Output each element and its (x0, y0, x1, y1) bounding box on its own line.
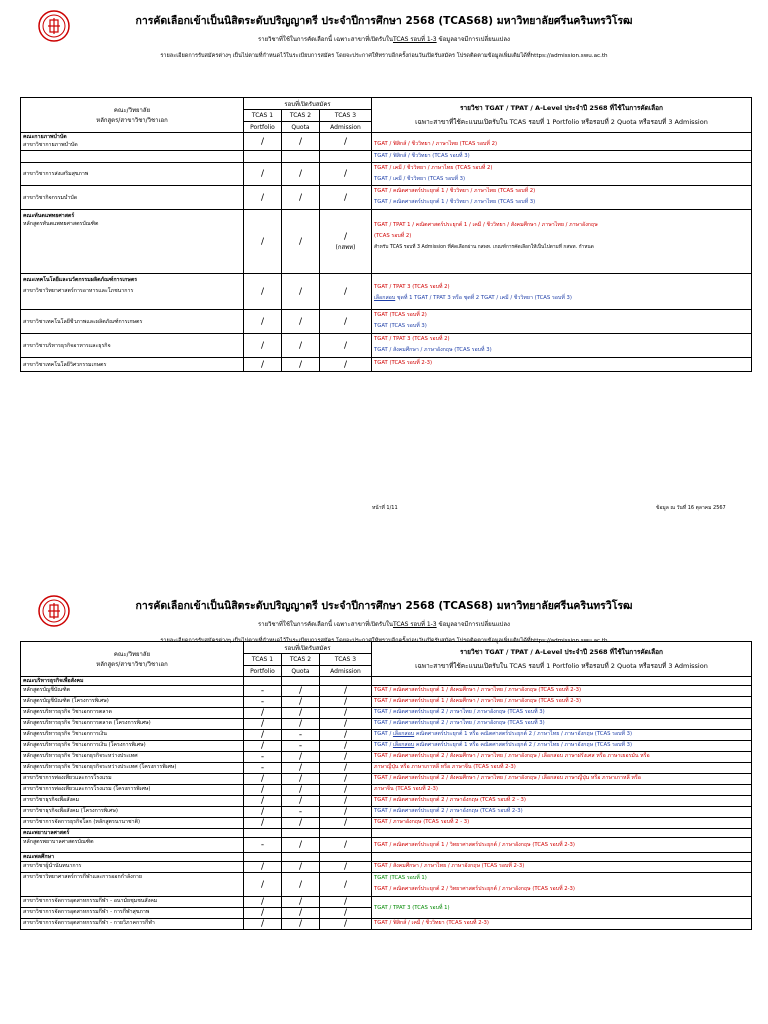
table-row (21, 796, 752, 807)
mark-cell: / (244, 133, 282, 151)
mark-cell: - (244, 686, 282, 697)
table-row (21, 719, 752, 730)
requirement-cell: TGAT / คณิตศาสตร์ประยุกต์ 2 / ภาษาไทย / ภาษาอังกฤษ (TCAS รอบที่ 3) (372, 708, 752, 719)
table-row (21, 708, 752, 719)
requirement-cell: TGAT / คณิตศาสตร์ประยุกต์ 2 / สังคมศึกษา / ภาษาไทย / ภาษาอังกฤษ / เลือกสอบ ภาษาญี่ปุ่น หรือ ภาษาเกาหลี หรือ (372, 774, 752, 785)
table-row (21, 210, 752, 274)
mark-cell: / (320, 919, 372, 930)
table-row (21, 697, 752, 708)
mark-cell: / (282, 873, 320, 897)
mark-cell: / (320, 274, 372, 310)
page-title: การคัดเลือกเข้าเป็นนิสิตระดับปริญญาตรี ประจำปีการศึกษา 2568 (TCAS68) มหาวิทยาลัยศรีนครินทรวิโรฒ (135, 15, 633, 27)
mark-cell: / (244, 334, 282, 358)
col-tcas2: TCAS 2 (282, 110, 320, 122)
mark-cell: / (320, 763, 372, 774)
mark-cell: / (282, 310, 320, 334)
mark-cell: / (244, 310, 282, 334)
mark-cell: / (244, 818, 282, 829)
mark-cell: / (320, 752, 372, 763)
program-cell: สาขาวิชาบริหารธุรกิจอาหารและธุรกิจ (21, 334, 244, 358)
page-title: การคัดเลือกเข้าเป็นนิสิตระดับปริญญาตรี ประจำปีการศึกษา 2568 (TCAS68) มหาวิทยาลัยศรีนครินทรวิโรฒ (135, 600, 633, 612)
mark-cell: / (320, 807, 372, 818)
program-cell: หลักสูตรบริหารธุรกิจ วิชาเอกธุรกิจระหว่างประเทศ (21, 752, 244, 763)
requirement-cell: TGAT / ภาษาอังกฤษ (TCAS รอบที่ 2 - 3) (372, 818, 752, 829)
program-cell: สาขาวิชาธุรกิจเพื่อสังคม (21, 796, 244, 807)
requirement-cell: TGAT / TPAT 3 (TCAS รอบที่ 2) เลือกสอบ ชุดที่ 1 TGAT / TPAT 3 หรือ ชุดที่ 2 TGAT / เคมี / ชีววิทยา (TCAS รอบที่ 3) (372, 274, 752, 310)
data-date: ข้อมูล ณ วันที่ 16 ตุลาคม 2567 (656, 505, 726, 511)
table-row (21, 785, 752, 796)
table-row (21, 730, 752, 741)
mark-cell: / (244, 873, 282, 897)
requirement-cell: TGAT / TPAT 3 (TCAS รอบที่ 2) TGAT / สังคมศึกษา / ภาษาอังกฤษ (TCAS รอบที่ 3) (372, 334, 752, 358)
mark-cell: / (282, 334, 320, 358)
col-admission: Admission (320, 666, 372, 677)
mark-cell: / (282, 163, 320, 186)
program-cell: คณะทันตแพทยศาสตร์ หลักสูตรทันตแพทยศาสตรบัณฑิต (21, 210, 244, 274)
page-subtitle: รายวิชาที่ใช้ในการคัดเลือกนี้ เฉพาะสาขาที่เปิดรับในTCAS รอบที่ 1-3 ข้อมูลอาจมีการเปลี่ยนแปลง (258, 621, 510, 628)
table-row (21, 774, 752, 785)
program-cell: หลักสูตรบัญชีบัณฑิต (21, 686, 244, 697)
mark-cell: / (282, 210, 320, 274)
mark-cell: - (244, 752, 282, 763)
col-header-requirements: รายวิชา TGAT / TPAT / A-Level ประจำปี 2568 ที่ใช้ในการคัดเลือก เฉพาะสาขาที่ใช้คะแนนเปิดรับใน TCAS รอบที่ 1 Portfolio หรือรอบที่ 2 Quota หรือรอบที่ 3 Admission (372, 98, 752, 133)
requirement-cell: TGAT (TCAS รอบที่ 1) TGAT / คณิตศาสตร์ประยุกต์ 2 / วิทยาศาสตร์ประยุกต์ / ภาษาอังกฤษ (TCAS รอบที่ 2-3) (372, 873, 752, 897)
program-cell: หลักสูตรบริหารธุรกิจ วิชาเอกการเงิน (โครงการพิเศษ) (21, 741, 244, 752)
col-tcas2: TCAS 2 (282, 654, 320, 666)
col-portfolio: Portfolio (244, 122, 282, 133)
mark-cell: / (320, 334, 372, 358)
mark-cell: / (282, 763, 320, 774)
program-cell: สาขาวิชาเทคโนโลยีชีวภาพและผลิตภัณฑ์การเกษตร (21, 310, 244, 334)
table-row (21, 310, 752, 334)
col-tcas3: TCAS 3 (320, 654, 372, 666)
requirement-cell: TGAT / สังคมศึกษา / ภาษาไทย / ภาษาอังกฤษ (TCAS รอบที่ 2-3) (372, 862, 752, 873)
program-cell: สาขาวิชาเทคโนโลยีวิศวกรรมเกษตร (21, 358, 244, 372)
col-tcas1: TCAS 1 (244, 110, 282, 122)
mark-cell: / (282, 897, 320, 908)
col-header-requirements: รายวิชา TGAT / TPAT / A-Level ประจำปี 2568 ที่ใช้ในการคัดเลือก เฉพาะสาขาที่ใช้คะแนนเปิดรับใน TCAS รอบที่ 1 Portfolio หรือรอบที่ 2 Quota หรือรอบที่ 3 Admission (372, 642, 752, 677)
col-header-rounds: รอบที่เปิดรับสมัคร (244, 98, 372, 110)
program-cell: หลักสูตรบริหารธุรกิจ วิชาเอกการตลาด (21, 708, 244, 719)
mark-cell: / (282, 818, 320, 829)
mark-cell: - (282, 741, 320, 752)
col-quota: Quota (282, 122, 320, 133)
program-cell (21, 151, 244, 163)
mark-cell: / (320, 708, 372, 719)
program-cell: สาขาวิชาการท่องเที่ยวและการโรงแรม (21, 774, 244, 785)
requirement-cell: TGAT / คณิตศาสตร์ประยุกต์ 1 / สังคมศึกษา / ภาษาไทย / ภาษาอังกฤษ (TCAS รอบที่ 2-3) (372, 697, 752, 708)
mark-cell: / (320, 818, 372, 829)
table-row (21, 741, 752, 752)
requirement-cell: TGAT / TPAT 1 / คณิตศาสตร์ประยุกต์ 1 / เคมี / ชีววิทยา / สังคมศึกษา / ภาษาไทย / ภาษาอังกฤษ (TCAS รอบที่ 2) สำหรับ TCAS รอบที่ 3 Admission ที่คัดเลือกผ่าน กสพท. เกณฑ์การคัดเลือกให้เป็นไปตามที่ กสพท. กำหนด (372, 210, 752, 274)
requirement-cell: TGAT / คณิตศาสตร์ประยุกต์ 2 / สังคมศึกษา / ภาษาไทย / ภาษาอังกฤษ / เลือกสอบ ภาษาฝรั่งเศส หรือ ภาษาเยอรมัน หรือ (372, 752, 752, 763)
table-row (21, 686, 752, 697)
col-tcas3: TCAS 3 (320, 110, 372, 122)
mark-cell: - (244, 697, 282, 708)
mark-cell: / (282, 708, 320, 719)
mark-cell: / (244, 186, 282, 210)
table-row (21, 919, 752, 930)
table-row (21, 163, 752, 186)
requirement-cell: TGAT / คณิตศาสตร์ประยุกต์ 2 / ภาษาอังกฤษ (TCAS รอบที่ 2 - 3) (372, 796, 752, 807)
mark-cell: / (244, 730, 282, 741)
page-number: หน้าที่ 1/11 (372, 505, 398, 511)
mark-cell: / (244, 908, 282, 919)
mark-cell: / (320, 796, 372, 807)
program-cell: หลักสูตรบริหารธุรกิจ วิชาเอกธุรกิจระหว่างประเทศ (โครงการพิเศษ) (21, 763, 244, 774)
mark-cell: / (282, 697, 320, 708)
mark-cell: / (244, 919, 282, 930)
mark-cell: / (282, 919, 320, 930)
mark-cell: / (282, 862, 320, 873)
page-note: รายละเอียดการรับสมัครต่างๆ เป็นไปตามที่กำหนดไว้ในระเบียบการสมัคร โดยจะประกาศให้ทราบอีกครั้งก่อนวันเปิดรับสมัคร โปรดติดตามข้อมูลเพิ่มเติมได้ที่https://admission.swu.ac.th (160, 53, 608, 59)
mark-cell: / (320, 697, 372, 708)
mark-cell: / (282, 785, 320, 796)
mark-cell: / (282, 358, 320, 372)
col-tcas1: TCAS 1 (244, 654, 282, 666)
mark-cell: / (244, 785, 282, 796)
mark-cell: / (320, 358, 372, 372)
requirement-cell: ภาษาจีน (TCAS รอบที่ 2-3) (372, 785, 752, 796)
table-row (21, 752, 752, 763)
mark-cell: / (244, 163, 282, 186)
mark-cell: / (282, 908, 320, 919)
mark-cell: / (282, 796, 320, 807)
program-cell: หลักสูตรพยาบาลศาสตรบัณฑิต (21, 838, 244, 853)
mark-cell: - (282, 807, 320, 818)
requirement-cell: TGAT / เลือกสอบ คณิตศาสตร์ประยุกต์ 1 หรือ คณิตศาสตร์ประยุกต์ 2 / ภาษาไทย / ภาษาอังกฤษ (TCAS รอบที่ 3) (372, 741, 752, 752)
page-note: รายละเอียดการรับสมัครต่างๆ เป็นไปตามที่กำหนดไว้ในระเบียบการสมัคร โดยจะประกาศให้ทราบอีกครั้งก่อนวันเปิดรับสมัคร โปรดติดตามข้อมูลเพิ่มเติมได้ที่https://admission.swu.ac.th (160, 638, 608, 644)
mark-cell: / (244, 807, 282, 818)
program-cell: สาขาวิชาการจัดการอุตสาหกรรมกีฬา - กายวิภาคการกีฬา (21, 919, 244, 930)
col-header-rounds: รอบที่เปิดรับสมัคร (244, 642, 372, 654)
program-cell: คณะเทคโนโลยีและนวัตกรรมผลิตภัณฑ์การเกษตร สาขาวิชาวิทยาศาสตร์การอาหารและโภชนาการ (21, 274, 244, 310)
faculty-heading: คณะกายภาพบำบัด สาขาวิชากายภาพบำบัด (21, 133, 244, 151)
program-cell: สาขาวิชาการท่องเที่ยวและการโรงแรม (โครงการพิเศษ) (21, 785, 244, 796)
mark-cell: / (244, 358, 282, 372)
col-header-program: คณะ/วิทยาลัย หลักสูตร/สาขาวิชา/วิชาเอก (21, 98, 244, 133)
table-row (21, 873, 752, 897)
table-row (21, 358, 752, 372)
mark-cell: / (282, 133, 320, 151)
mark-cell: / (244, 719, 282, 730)
mark-cell: / (320, 186, 372, 210)
mark-cell: / (244, 774, 282, 785)
requirement-cell: ภาษาญี่ปุ่น หรือ ภาษาเกาหลี หรือ ภาษาจีน (TCAS รอบที่ 2-3) (372, 763, 752, 774)
document-page-2 (0, 585, 768, 1024)
mark-cell: / (244, 862, 282, 873)
program-cell: สาขาวิชาธุรกิจเพื่อสังคม (โครงการพิเศษ) (21, 807, 244, 818)
program-table (20, 97, 752, 372)
mark-cell: / (320, 686, 372, 697)
col-header-program: คณะ/วิทยาลัย หลักสูตร/สาขาวิชา/วิชาเอก (21, 642, 244, 677)
mark-cell: / (282, 274, 320, 310)
mark-cell: - (244, 763, 282, 774)
table-row (21, 897, 752, 908)
mark-cell: / (320, 310, 372, 334)
mark-cell: / (244, 210, 282, 274)
col-admission: Admission (320, 122, 372, 133)
requirement-cell: TGAT / คณิตศาสตร์ประยุกต์ 1 / ชีววิทยา / ภาษาไทย (TCAS รอบที่ 2) TGAT / คณิตศาสตร์ประยุกต์ 1 / ชีววิทยา / ภาษาไทย (TCAS รอบที่ 3) (372, 186, 752, 210)
table-row (21, 274, 752, 310)
mark-cell: / (282, 752, 320, 763)
table-row (21, 763, 752, 774)
requirement-cell: TGAT / คณิตศาสตร์ประยุกต์ 1 / สังคมศึกษา / ภาษาไทย / ภาษาอังกฤษ (TCAS รอบที่ 2-3) (372, 686, 752, 697)
document-page-1 (0, 0, 768, 511)
program-cell: สาขาวิชากิจกรรมบำบัด (21, 186, 244, 210)
program-cell: สาขาวิชาวิทยาศาสตร์การกีฬาและการออกกำลังกาย (21, 873, 244, 897)
mark-cell: / (244, 708, 282, 719)
page-header (0, 0, 768, 68)
mark-cell: / (320, 133, 372, 151)
mark-cell: / (320, 862, 372, 873)
requirement-cell: TGAT / เคมี / ชีววิทยา / ภาษาไทย (TCAS รอบที่ 2) TGAT / เคมี / ชีววิทยา (TCAS รอบที่ 3) (372, 163, 752, 186)
mark-cell: / (282, 686, 320, 697)
table-row (21, 838, 752, 853)
mark-cell: / (320, 774, 372, 785)
mark-cell: / (282, 774, 320, 785)
mark-cell: / (244, 796, 282, 807)
mark-cell: - (244, 838, 282, 853)
mark-cell: / (320, 785, 372, 796)
mark-cell: / (282, 719, 320, 730)
mark-cell: / (244, 897, 282, 908)
requirement-cell: TGAT / ฟิสิกส์ / เคมี / ชีววิทยา (TCAS รอบที่ 2-3) (372, 919, 752, 930)
program-cell: หลักสูตรบัญชีบัณฑิต (โครงการพิเศษ) (21, 697, 244, 708)
table-row (21, 334, 752, 358)
mark-cell: - (282, 730, 320, 741)
mark-cell: / (320, 741, 372, 752)
mark-cell: / (320, 719, 372, 730)
program-cell: สาขาวิชาการส่งเสริมสุขภาพ (21, 163, 244, 186)
mark-cell: / (282, 838, 320, 853)
table-row (21, 807, 752, 818)
requirement-cell: TGAT (TCAS รอบที่ 2) TGAT (TCAS รอบที่ 3) (372, 310, 752, 334)
requirement-cell: TGAT / คณิตศาสตร์ประยุกต์ 2 / ภาษาอังกฤษ (TCAS รอบที่ 2-3) (372, 807, 752, 818)
program-cell: สาขาวิชาการจัดการธุรกิจโลก (หลักสูตรนานาชาติ) (21, 818, 244, 829)
faculty-heading: คณะพยาบาลศาสตร์ (21, 829, 244, 838)
mark-cell: / (กสพท) (320, 210, 372, 274)
table-row (21, 862, 752, 873)
mark-cell: / (244, 274, 282, 310)
requirement-cell: TGAT / TPAT 3 (TCAS รอบที่ 1) (372, 897, 752, 919)
requirement-cell: TGAT / คณิตศาสตร์ประยุกต์ 1 / วิทยาศาสตร์ประยุกต์ / ภาษาอังกฤษ (TCAS รอบที่ 2-3) (372, 838, 752, 853)
mark-cell: / (320, 163, 372, 186)
requirement-cell: TGAT / เลือกสอบ คณิตศาสตร์ประยุกต์ 1 หรือ คณิตศาสตร์ประยุกต์ 2 / ภาษาไทย / ภาษาอังกฤษ (TCAS รอบที่ 3) (372, 730, 752, 741)
program-cell: สาขาวิชาการจัดการอุตสาหกรรมกีฬา - การกีฬาสุขภาพ (21, 908, 244, 919)
table-row (21, 186, 752, 210)
page-subtitle: รายวิชาที่ใช้ในการคัดเลือกนี้ เฉพาะสาขาที่เปิดรับในTCAS รอบที่ 1-3 ข้อมูลอาจมีการเปลี่ยนแปลง (258, 36, 510, 43)
mark-cell: / (320, 730, 372, 741)
mark-cell: / (320, 897, 372, 908)
mark-cell: / (320, 873, 372, 897)
requirement-cell: TGAT / คณิตศาสตร์ประยุกต์ 2 / ภาษาไทย / ภาษาอังกฤษ (TCAS รอบที่ 3) (372, 719, 752, 730)
mark-cell: / (320, 908, 372, 919)
program-cell: หลักสูตรบริหารธุรกิจ วิชาเอกการตลาด (โครงการพิเศษ) (21, 719, 244, 730)
col-quota: Quota (282, 666, 320, 677)
faculty-heading: คณะบริหารธุรกิจเพื่อสังคม (21, 677, 244, 686)
mark-cell: / (320, 838, 372, 853)
program-cell: สาขาวิชาผู้นำนันทนาการ (21, 862, 244, 873)
requirement-cell: TGAT (TCAS รอบที่ 2-3) (372, 358, 752, 372)
col-portfolio: Portfolio (244, 666, 282, 677)
mark-cell: / (244, 741, 282, 752)
faculty-heading: คณะพลศึกษา (21, 853, 244, 862)
requirement-cell: TGAT / ฟิสิกส์ / ชีววิทยา / ภาษาไทย (TCAS รอบที่ 2) (372, 133, 752, 151)
program-cell: หลักสูตรบริหารธุรกิจ วิชาเอกการเงิน (21, 730, 244, 741)
mark-cell: / (282, 186, 320, 210)
program-cell: สาขาวิชาการจัดการอุตสาหกรรมกีฬา - อนามัยชุมชนสังคม (21, 897, 244, 908)
table-row (21, 818, 752, 829)
requirement-cell: TGAT / ฟิสิกส์ / ชีววิทยา (TCAS รอบที่ 3) (372, 151, 752, 163)
program-table (20, 641, 752, 930)
